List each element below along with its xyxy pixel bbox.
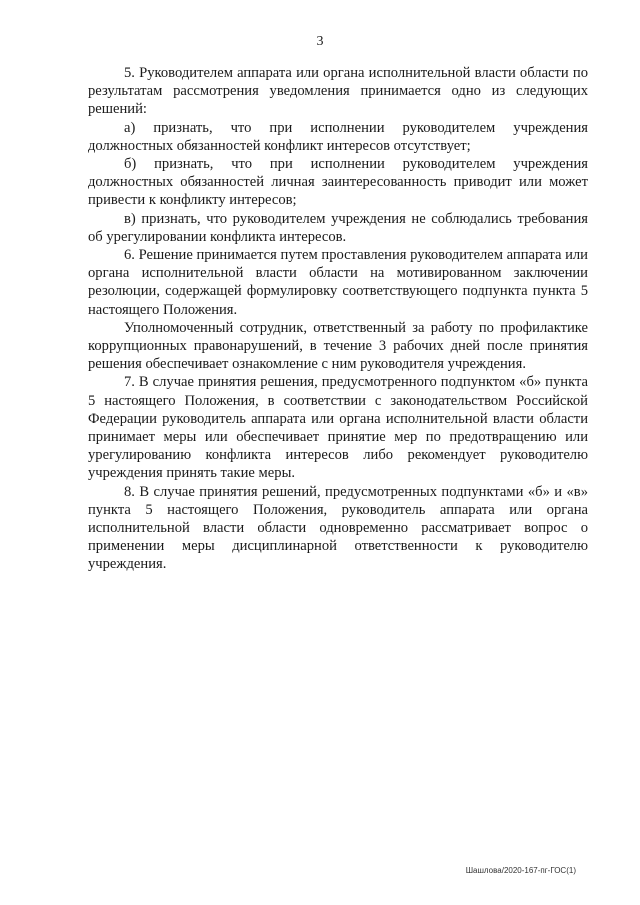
paragraph-6-authorized-employee: Уполномоченный сотрудник, ответственный за работу по профилактике коррупционных правонарушений, в течение 3 рабочих дней после принятия решения обеспечивает ознакомление с ним руководителя учреждения. bbox=[88, 319, 588, 373]
paragraph-6: 6. Решение принимается путем проставления руководителем аппарата или органа исполнительной власти области на мотивированном заключении резолюции, содержащей формулировку соответствующего подпункта пункта 5 настоящего Положения. bbox=[88, 247, 588, 318]
document-body bbox=[88, 64, 588, 574]
paragraph-5b: б) признать, что при исполнении руководителем учреждения должностных обязанностей личная заинтересованность приводит или может привести к конфликту интересов; bbox=[88, 156, 588, 209]
paragraph-8: 8. В случае принятия решений, предусмотренных подпунктами «б» и «в» пункта 5 настоящего Положения, руководитель аппарата или органа исполнительной власти области одновременно рассматривает вопрос о применении меры дисциплинарной ответственности к руководителю учреждения. bbox=[88, 483, 588, 573]
paragraph-7: 7. В случае принятия решения, предусмотренного подпунктом «б» пункта 5 настоящего Положения, в соответствии с законодательством Российской Федерации руководитель аппарата или органа исполнительной власти области принимает меры или обеспечивает принятие мер по предотвращению или урегулированию конфликта интересов либо рекомендует руководителю учреждения принять такие меры. bbox=[88, 374, 588, 482]
page-number: 3 bbox=[316, 34, 324, 49]
paragraph-5: 5. Руководителем аппарата или органа исполнительной власти области по результатам рассмотрения уведомления принимается одно из следующих решений: bbox=[88, 65, 588, 118]
paragraph-5a: а) признать, что при исполнении руководителем учреждения должностных обязанностей конфликт интересов отсутствует; bbox=[88, 119, 588, 154]
paragraph-5v: в) признать, что руководителем учреждения не соблюдались требования об урегулировании конфликта интересов. bbox=[88, 210, 588, 245]
document-code: Шашлова/2020-167-пг-ГОС(1) bbox=[465, 866, 576, 875]
